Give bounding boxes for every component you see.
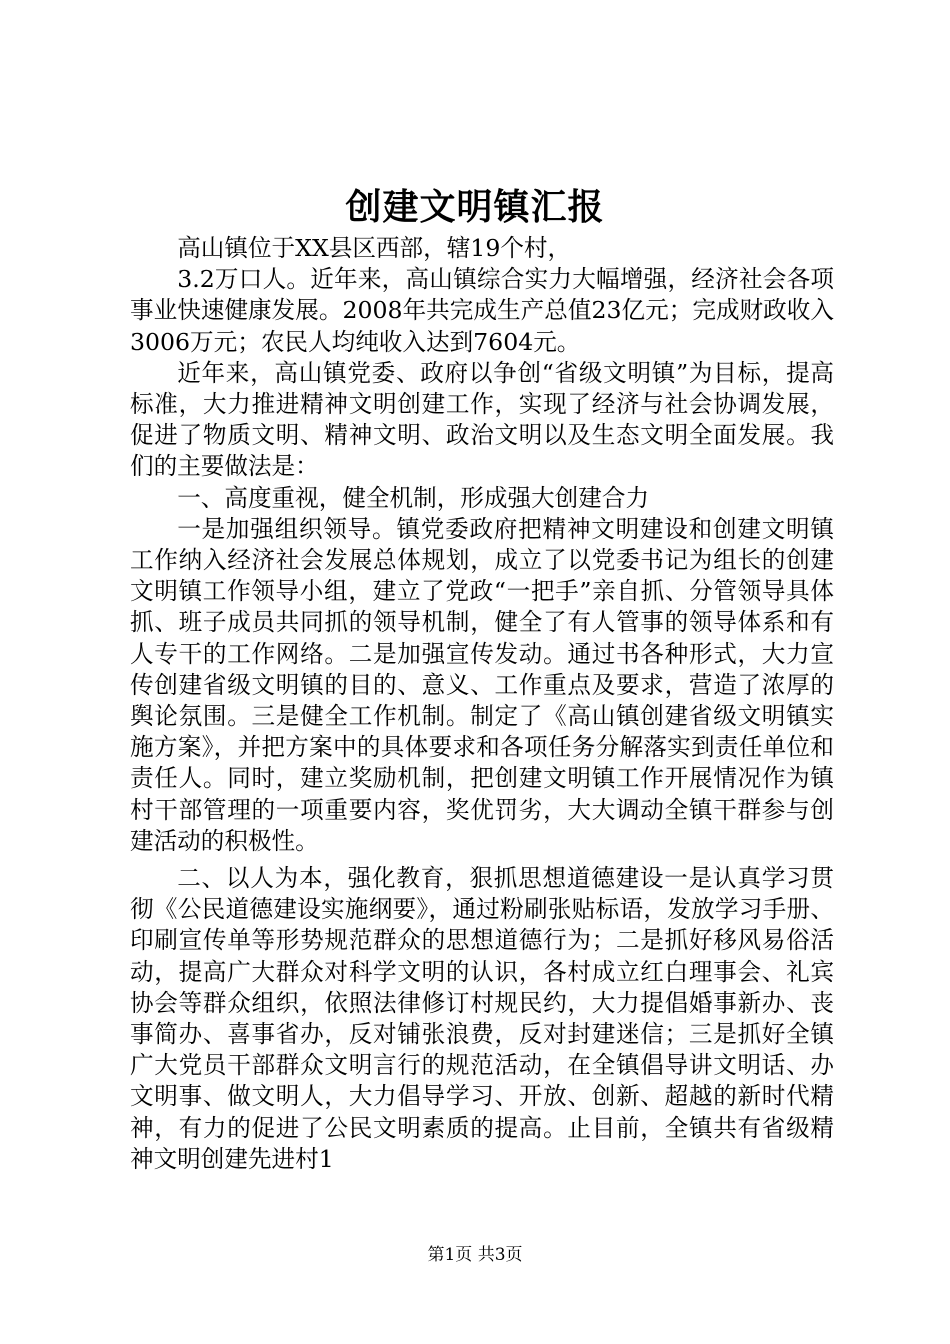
paragraph-overview: 3.2万口人。近年来，高山镇综合实力大幅增强，经济社会各项事业快速健康发展。2008年共完成生产总值23亿元；完成财政收入3006万元；农民人均纯收入达到7604元。	[130, 265, 834, 356]
paragraph-intro: 高山镇位于XX县区西部，辖19个村，	[177, 234, 572, 262]
document-body	[130, 233, 834, 1175]
paragraph-section-2: 二、以人为本，强化教育，狠抓思想道德建设一是认真学习贯彻《公民道德建设实施纲要》，通过粉刷张贴标语，发放学习手册、印刷宣传单等形势规范群众的思想道德行为；二是抓好移风易俗活动，提高广大群众对科学文明的认识，各村成立红白理事会、礼宾协会等群众组织，依照法律修订村规民约，大力提倡婚事新办、丧事简办、喜事省办，反对铺张浪费，反对封建迷信；三是抓好全镇广大党员干部群众文明言行的规范活动，在全镇倡导讲文明话、办文明事、做文明人，大力倡导学习、开放、创新、超越的新时代精神，有力的促进了公民文明素质的提高。止目前，全镇共有省级精神文明创建先进村1	[130, 864, 834, 1173]
document-title: 创建文明镇汇报	[345, 187, 605, 228]
section-heading-1: 一、高度重视，健全机制，形成强大创建合力	[177, 483, 650, 512]
page-footer: 第1页 共3页	[427, 1245, 523, 1265]
paragraph-goal: 近年来，高山镇党委、政府以争创“省级文明镇”为目标，提高标准，大力推进精神文明创建工作，实现了经济与社会协调发展，促进了物质文明、精神文明、政治文明以及生态文明全面发展。我们的主要做法是：	[130, 358, 834, 481]
paragraph-section-1: 一是加强组织领导。镇党委政府把精神文明建设和创建文明镇工作纳入经济社会发展总体规划，成立了以党委书记为组长的创建文明镇工作领导小组，建立了党政“一把手”亲自抓、分管领导具体抓、班子成员共同抓的领导机制，健全了有人管事的领导体系和有人专干的工作网络。二是加强宣传发动。通过书各种形式，大力宣传创建省级文明镇的目的、意义、工作重点及要求，营造了浓厚的舆论氛围。三是健全工作机制。制定了《高山镇创建省级文明镇实施方案》，并把方案中的具体要求和各项任务分解落实到责任单位和责任人。同时，建立奖励机制，把创建文明镇工作开展情况作为镇村干部管理的一项重要内容，奖优罚劣，大大调动全镇干群参与创建活动的积极性。	[130, 514, 834, 855]
